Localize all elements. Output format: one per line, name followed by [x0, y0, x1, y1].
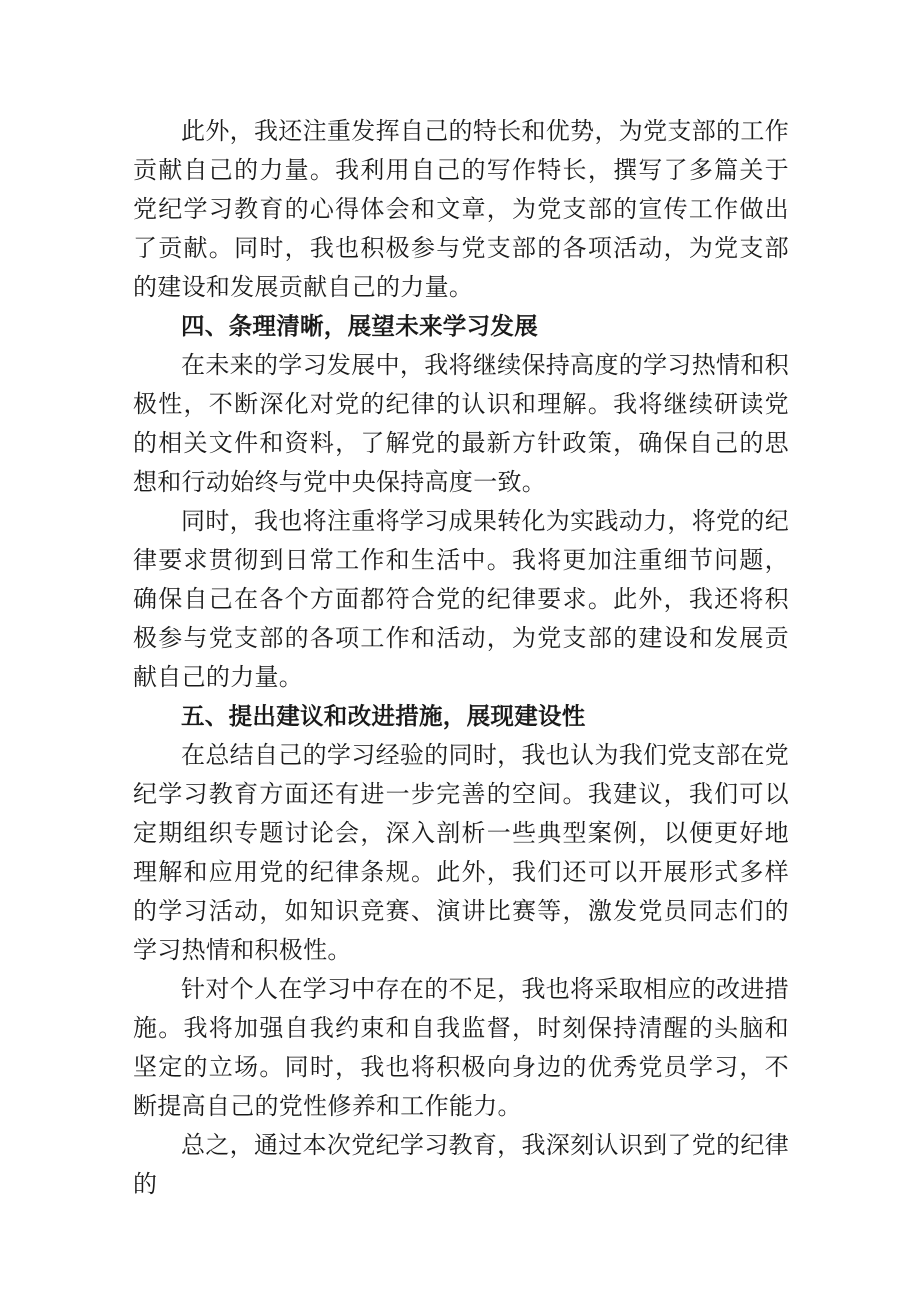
paragraph-practice: 同时，我也将注重将学习成果转化为实践动力，将党的纪律要求贯彻到日常工作和生活中。我将更加注重细节问题，确保自己在各个方面都符合党的纪律要求。此外，我还将积极参与党支部的各项工作和活动，为党支部的建设和发展贡献自己的力量。 [133, 507, 789, 691]
section-heading-5: 五、提出建议和改进措施，展现建设性 [181, 702, 586, 730]
paragraph-improvements: 针对个人在学习中存在的不足，我也将采取相应的改进措施。我将加强自我约束和自我监督，时刻保持清醒的头脑和坚定的立场。同时，我也将积极向身边的优秀党员学习，不断提高自己的党性修养和工作能力。 [133, 975, 789, 1120]
paragraph-future-study: 在未来的学习发展中，我将继续保持高度的学习热情和积极性，不断深化对党的纪律的认识和理解。我将继续研读党的相关文件和资料，了解党的最新方针政策，确保自己的思想和行动始终与党中央保持高度一致。 [133, 351, 789, 496]
section-heading-4: 四、条理清晰，展望未来学习发展 [181, 312, 538, 340]
paragraph-conclusion: 总之，通过本次党纪学习教育，我深刻认识到了党的纪律的 [133, 1131, 789, 1198]
paragraph-strengths: 此外，我还注重发挥自己的特长和优势，为党支部的工作贡献自己的力量。我利用自己的写作特长，撰写了多篇关于党纪学习教育的心得体会和文章，为党支部的宣传工作做出了贡献。同时，我也积极参与党支部的各项活动，为党支部的建设和发展贡献自己的力量。 [133, 117, 789, 301]
document-body [133, 112, 789, 1204]
paragraph-suggestions: 在总结自己的学习经验的同时，我也认为我们党支部在党纪学习教育方面还有进一步完善的空间。我建议，我们可以定期组织专题讨论会，深入剖析一些典型案例，以便更好地理解和应用党的纪律条规。此外，我们还可以开展形式多样的学习活动，如知识竞赛、演讲比赛等，激发党员同志们的学习热情和积极性。 [133, 741, 789, 964]
